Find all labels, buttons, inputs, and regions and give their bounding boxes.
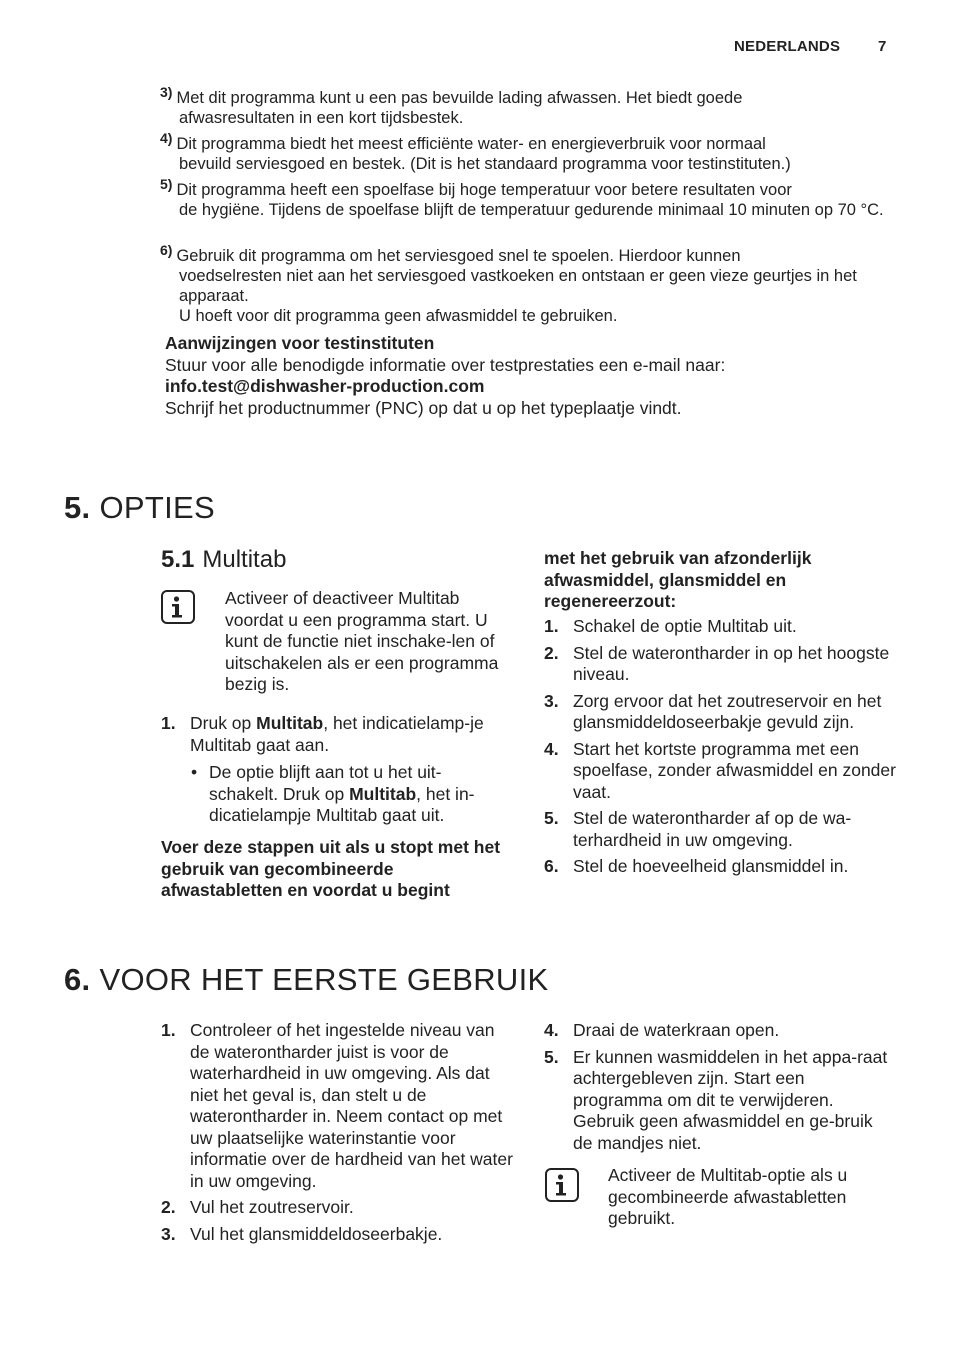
test-institutes-email[interactable]: info.test@dishwasher-production.com xyxy=(165,376,485,396)
step-text: Druk op xyxy=(190,713,257,733)
section-number: 5. xyxy=(64,490,91,525)
footnote-text-cont: voedselresten niet aan het serviesgoed vastkoeken en ontstaan er geen vieze geurtjes in het apparaat. xyxy=(179,267,857,305)
section-title: VOOR HET EERSTE GEBRUIK xyxy=(99,962,549,997)
multitab-steps-list xyxy=(544,616,896,883)
multitab-step-1 xyxy=(161,713,516,756)
multitab-note: Activeer of deactiveer Multitab voordat u een programma start. U kunt de functie niet inschake-len of uitschakelen als er een programma bezig is. xyxy=(225,588,499,694)
footnote-marker: 3) xyxy=(160,84,173,100)
list-item: 6. Stel de hoeveelheid glansmiddel in. xyxy=(544,856,849,876)
first-use-steps-left xyxy=(161,1020,513,1250)
test-institutes-text-2: Schrijf het productnummer (PNC) op dat u op het typeplaatje vindt. xyxy=(165,397,682,418)
section-6-heading xyxy=(64,962,549,998)
list-item: 1. Schakel de optie Multitab uit. xyxy=(544,616,797,636)
multitab-first-use-note: Activeer de Multitab-optie als u gecombineerde afwastabletten gebruikt. xyxy=(608,1165,848,1228)
multitab-button-label: Multitab xyxy=(349,783,417,804)
subsection-5-1-heading xyxy=(161,546,286,574)
bullet-text-end: , het in-dicatielampje Multitab gaat uit. xyxy=(209,783,475,825)
footnote-text-cont: de hygiëne. Tijdens de spoelfase blijft de temperatuur gedurende minimaal 10 minuten op 70 °C. xyxy=(179,201,884,219)
footnote-marker: 5) xyxy=(160,176,173,192)
list-item: 5. Er kunnen wasmiddelen in het appa-raat achtergebleven zijn. Start een programma om dit te verwijderen. Gebruik geen afwasmiddel en ge-bruik de mandjes niet. xyxy=(544,1046,888,1153)
footnote-text-extra: U hoeft voor dit programma geen afwasmiddel te gebruiken. xyxy=(179,307,618,325)
footnote-text-cont: afwasresultaten in een kort tijdsbestek. xyxy=(179,109,464,127)
footnote-marker: 4) xyxy=(160,130,173,146)
footnote-text: Dit programma heeft een spoelfase bij hoge temperatuur voor betere resultaten voor xyxy=(176,181,792,199)
list-item: 1. Controleer of het ingestelde niveau van de waterontharder juist is voor de waterhardheid in uw omgeving. Als dat niet het geval is, dan stelt u de waterontharder in. Neem contact op met uw plaatselijke waterinstantie voor informatie over de hardheid van het water in uw omgeving. xyxy=(161,1020,513,1191)
test-institutes-block xyxy=(165,333,905,419)
subsection-number: 5.1 xyxy=(161,546,195,573)
footnote-4 xyxy=(160,128,900,174)
list-item: 4. Start het kortste programma met een spoelfase, zonder afwasmiddel en zonder vaat. xyxy=(544,738,896,802)
section-5-heading xyxy=(64,490,215,526)
list-item: 4. Draai de waterkraan open. xyxy=(544,1020,780,1040)
bullet-icon: • xyxy=(191,762,198,782)
list-item: 2. Stel de waterontharder in op het hoogste niveau. xyxy=(544,642,890,684)
multitab-bullet xyxy=(191,762,509,827)
section-title: OPTIES xyxy=(99,490,215,525)
info-icon xyxy=(161,590,195,624)
footnote-text: Dit programma biedt het meest efficiënte water- en energieverbruik voor normaal xyxy=(176,135,766,153)
footnote-text: Gebruik dit programma om het serviesgoed snel te spoelen. Hierdoor kunnen xyxy=(176,247,741,265)
header-language: NEDERLANDS xyxy=(734,38,841,55)
list-item: 3. Zorg ervoor dat het zoutreservoir en het glansmiddeldoseerbakje gevuld zijn. xyxy=(544,690,882,732)
first-use-steps-right xyxy=(544,1020,896,1159)
multitab-button-label: Multitab xyxy=(256,713,324,733)
page-number: 7 xyxy=(878,38,887,55)
bullet-text: De optie blijft aan tot u het uit-schakelt. Druk op xyxy=(209,762,442,804)
list-item: 3. Vul het glansmiddeldoseerbakje. xyxy=(161,1223,443,1244)
subsection-title: Multitab xyxy=(202,546,287,573)
test-institutes-text: Stuur voor alle benodigde informatie over testprestaties een e-mail naar: xyxy=(165,354,726,375)
footnote-text-cont: bevuild serviesgoed en bestek. (Dit is het standaard programma voor testinstituten.) xyxy=(179,155,791,173)
footnote-6 xyxy=(160,240,900,326)
list-item: 5. Stel de waterontharder af op de wa-terhardheid in uw omgeving. xyxy=(544,808,852,850)
info-icon xyxy=(545,1168,579,1202)
test-institutes-title: Aanwijzingen voor testinstituten xyxy=(165,333,435,353)
section-number: 6. xyxy=(64,962,91,997)
footnote-marker: 6) xyxy=(160,242,173,258)
footnote-5 xyxy=(160,174,900,220)
footnote-3 xyxy=(160,82,900,128)
list-item: 2. Vul het zoutreservoir. xyxy=(161,1197,354,1217)
footnote-text: Met dit programma kunt u een pas bevuilde lading afwassen. Het biedt goede xyxy=(176,89,743,107)
step-text-end: , het indicatielamp-je Multitab gaat aan. xyxy=(190,713,484,755)
stop-tablets-paragraph-cont: met het gebruik van afzonderlijk afwasmiddel, glansmiddel en regenereerzout: xyxy=(544,548,812,611)
stop-tablets-paragraph: Voer deze stappen uit als u stopt met het gebruik van gecombineerde afwastabletten en voordat u begint xyxy=(161,837,501,900)
step-number: 1. xyxy=(161,713,176,733)
